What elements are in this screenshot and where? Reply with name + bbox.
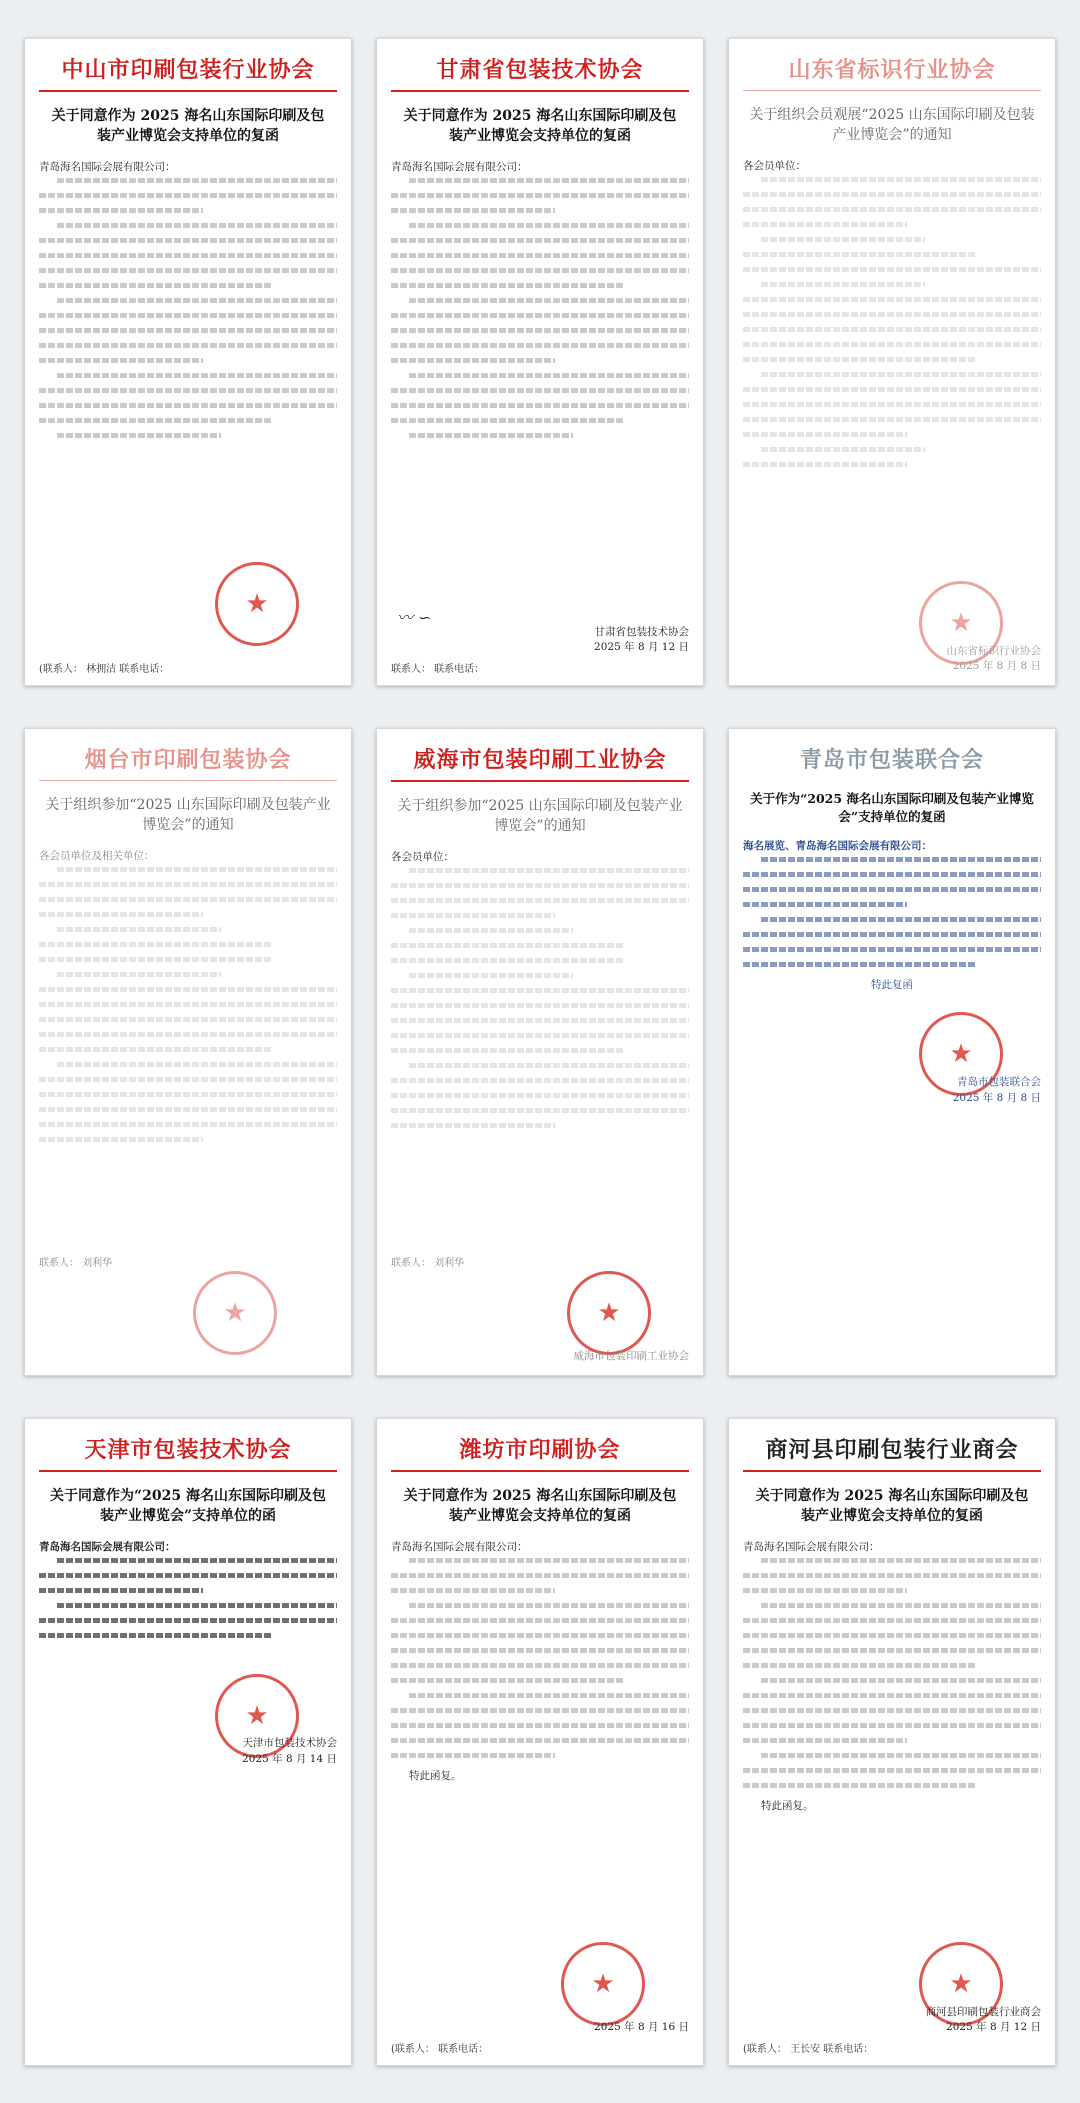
- signer-name: 天津市包装技术协会: [242, 1737, 337, 1750]
- letter-body: [743, 857, 1041, 996]
- signer-date: 2025 年 8 月 8 日: [952, 1091, 1041, 1104]
- header-rule: [391, 780, 689, 782]
- letters-grid: [24, 38, 1056, 2078]
- signer-date: 2025 年 8 月 14 日: [242, 1752, 337, 1765]
- letter-title: 关于同意作为 2025 海名山东国际印刷及包装产业博览会支持单位的复函: [51, 108, 325, 145]
- recipient: 青岛海名国际会展有限公司：: [391, 1540, 528, 1553]
- contact-line: 联系人： 刘利华: [391, 1258, 465, 1269]
- letter-body: [391, 178, 689, 560]
- header-rule: [743, 1470, 1041, 1472]
- contact-line: 联系人： 刘利华: [39, 1258, 113, 1269]
- signature-area: [743, 1940, 1041, 2036]
- signature-area: [743, 579, 1041, 675]
- recipient: 青岛海名国际会展有限公司：: [391, 160, 528, 173]
- letter-title: 关于同意作为“2025 海名山东国际印刷及包装产业博览会”支持单位的函: [50, 1488, 326, 1525]
- header-rule: [391, 1470, 689, 1472]
- header-rule: [39, 90, 337, 92]
- letter-body: [39, 178, 337, 560]
- org-header: 山东省标识行业协会: [788, 57, 996, 83]
- org-header: 商河县印刷包装行业商会: [765, 1437, 1019, 1463]
- header-rule: [391, 90, 689, 92]
- signer-block: [242, 1736, 337, 1768]
- org-header: 烟台市印刷包装协会: [84, 747, 292, 773]
- org-header: 中山市印刷包装行业协会: [61, 57, 315, 83]
- recipient: 各会员单位及相关单位：: [39, 849, 155, 862]
- red-seal-icon: ★: [193, 1271, 277, 1355]
- signer-date: 2025 年 8 月 12 日: [946, 2021, 1041, 2034]
- letter-body: [391, 1558, 689, 1940]
- recipient: 青岛海名国际会展有限公司：: [39, 160, 176, 173]
- recipient: 海名展览、青岛海名国际会展有限公司：: [743, 840, 932, 853]
- letter-body: [39, 867, 337, 1250]
- letter-yantai: [24, 728, 352, 1376]
- signature-area: [743, 996, 1041, 1106]
- header-rule: [39, 780, 337, 781]
- signer-name: 威海市包装印刷工业协会: [573, 1350, 689, 1363]
- contact-line: (联系人： 联系电话：: [391, 2044, 489, 2055]
- org-header: 威海市包装印刷工业协会: [413, 747, 667, 773]
- red-seal-icon: ★: [561, 1942, 645, 2026]
- letter-weihai: [376, 728, 704, 1376]
- signer-block: [953, 1075, 1041, 1107]
- letter-gansu: [376, 38, 704, 686]
- signature-area: [391, 560, 689, 656]
- contact-line: 联系人： 联系电话：: [391, 664, 485, 675]
- signature-area: [39, 1269, 337, 1365]
- letter-body: [743, 1558, 1041, 1940]
- contact-line: (联系人： 王长安 联系电话：: [743, 2044, 874, 2055]
- header-rule: [743, 90, 1041, 91]
- letter-body: [743, 177, 1041, 579]
- signature-area: [391, 1940, 689, 2036]
- signer-block: [594, 625, 689, 657]
- signer-block: [926, 2005, 1042, 2037]
- recipient: 青岛海名国际会展有限公司：: [39, 1540, 176, 1553]
- letter-shanghe: [728, 1418, 1056, 2066]
- recipient: 青岛海名国际会展有限公司：: [743, 1540, 880, 1553]
- red-seal-icon: ★: [919, 1012, 1003, 1096]
- letter-qingdao: [728, 728, 1056, 1376]
- header-rule: [39, 1470, 337, 1472]
- contact-line: (联系人： 林拥洁 联系电话：: [39, 664, 170, 675]
- signer-date: 2025 年 8 月 8 日: [952, 660, 1041, 673]
- recipient: 各会员单位：: [743, 159, 806, 172]
- letter-title: 关于组织参加“2025 山东国际印刷及包装产业博览会”的通知: [45, 797, 331, 834]
- red-seal-icon: ★: [919, 581, 1003, 665]
- signer-block: [947, 644, 1042, 676]
- red-seal-icon: ★: [919, 1942, 1003, 2026]
- letter-tianjin: [24, 1418, 352, 2066]
- end-note: 特此函复。: [761, 1799, 814, 1812]
- signer-name: 甘肃省包装技术协会: [594, 625, 689, 638]
- recipient: 各会员单位：: [391, 850, 454, 863]
- letter-title: 关于作为“2025 海名山东国际印刷及包装产业博览会”支持单位的复函: [750, 791, 1034, 825]
- letter-title: 关于同意作为 2025 海名山东国际印刷及包装产业博览会支持单位的复函: [403, 108, 677, 145]
- handwritten-signature: 〰 ∽: [397, 608, 432, 627]
- signer-name: 山东省标识行业协会: [946, 644, 1041, 657]
- red-seal-icon: ★: [215, 1674, 299, 1758]
- signature-area: [39, 560, 337, 656]
- end-note: 特此复函: [871, 979, 913, 992]
- org-header: 甘肃省包装技术协会: [436, 57, 644, 83]
- signer-date: 2025 年 8 月 16 日: [594, 2021, 689, 2034]
- signer-date: 2025 年 8 月 12 日: [594, 641, 689, 654]
- signer-name: 青岛市包装联合会: [957, 1075, 1041, 1088]
- org-header: 潍坊市印刷协会: [459, 1437, 621, 1463]
- letter-title: 关于组织参加“2025 山东国际印刷及包装产业博览会”的通知: [397, 798, 683, 835]
- end-note: 特此函复。: [409, 1769, 462, 1782]
- red-seal-icon: ★: [215, 562, 299, 646]
- signature-area: [391, 1269, 689, 1365]
- letter-shandong-signage: [728, 38, 1056, 686]
- signature-area: [39, 1648, 337, 1768]
- letter-title: 关于同意作为 2025 海名山东国际印刷及包装产业博览会支持单位的复函: [403, 1488, 677, 1525]
- letter-title: 关于组织会员观展“2025 山东国际印刷及包装产业博览会”的通知: [749, 107, 1035, 144]
- letter-body: [391, 868, 689, 1250]
- red-seal-icon: ★: [567, 1271, 651, 1355]
- org-header: 天津市包装技术协会: [84, 1437, 292, 1463]
- signer-name: 商河县印刷包装行业商会: [925, 2005, 1041, 2018]
- org-header: 青岛市包装联合会: [799, 747, 984, 773]
- letter-body: [39, 1558, 337, 1648]
- letter-title: 关于同意作为 2025 海名山东国际印刷及包装产业博览会支持单位的复函: [755, 1488, 1029, 1525]
- letter-weifang: [376, 1418, 704, 2066]
- letter-zhongshan: [24, 38, 352, 686]
